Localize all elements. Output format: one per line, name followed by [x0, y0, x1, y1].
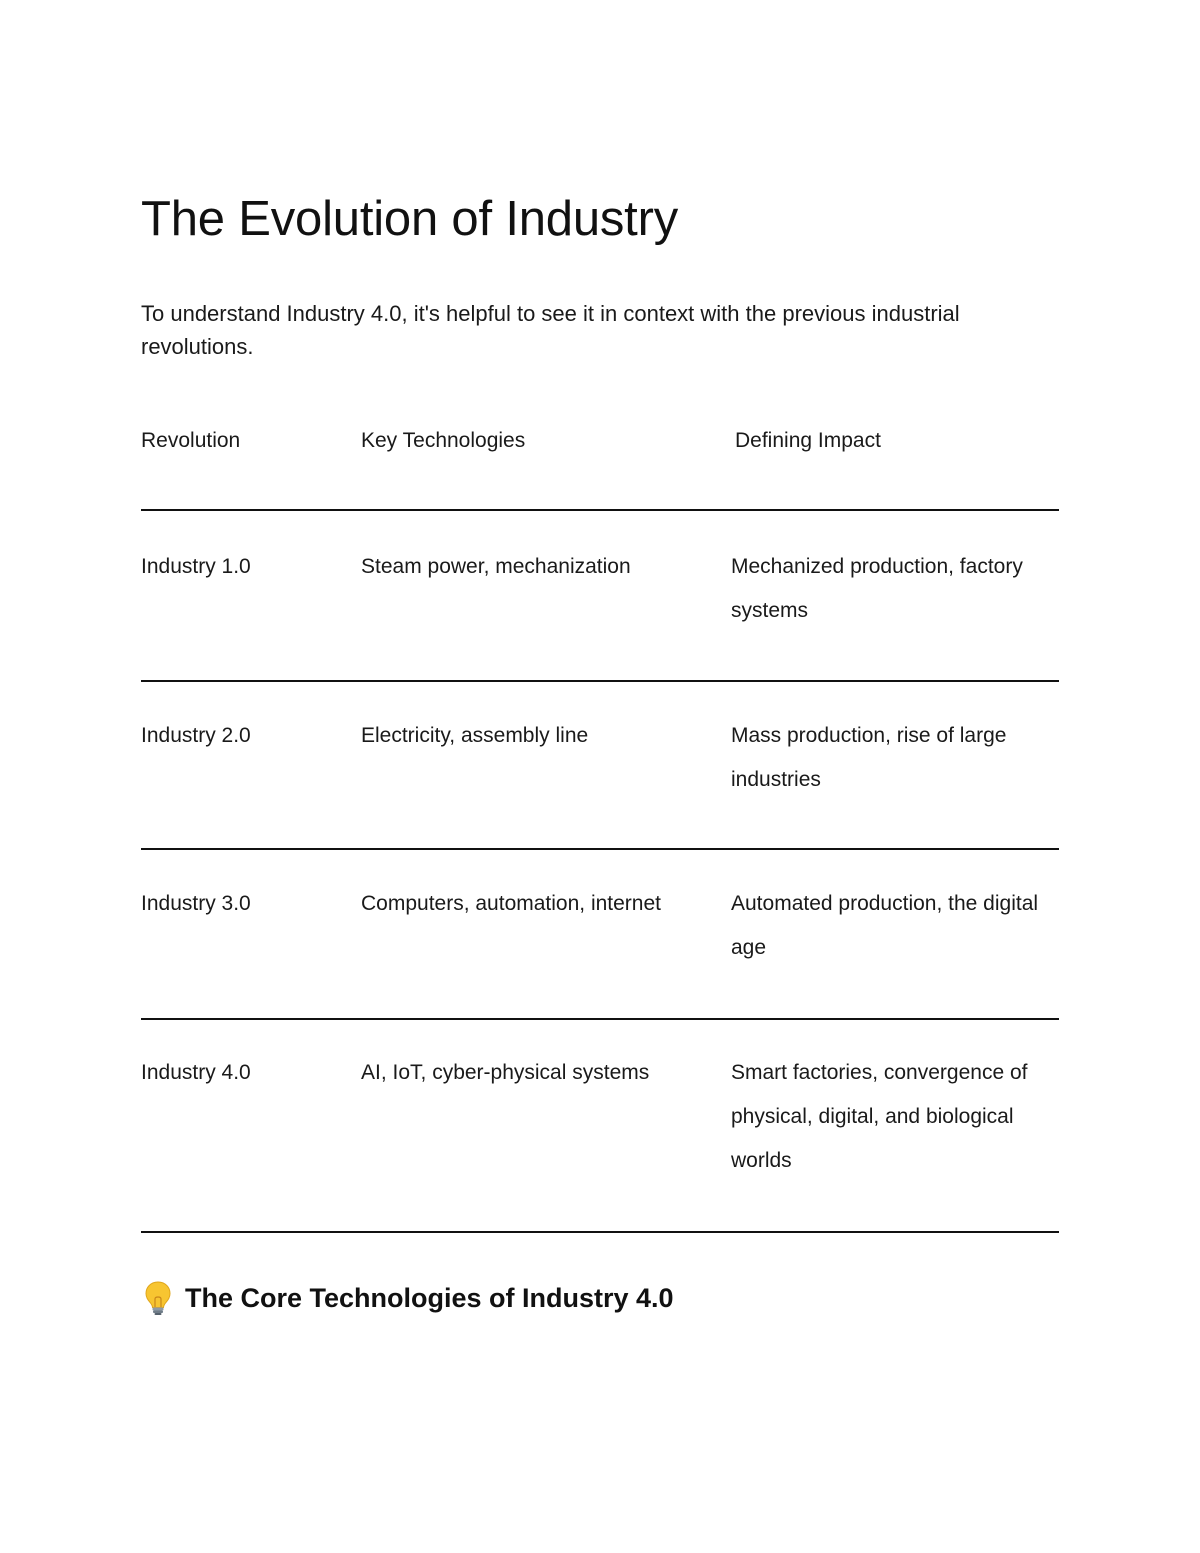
row-2-impact: Mass production, rise of large industries	[731, 724, 1007, 791]
row-4-technologies: AI, IoT, cyber-physical systems	[361, 1061, 650, 1084]
table-divider	[141, 848, 1059, 850]
table-divider	[141, 1018, 1059, 1020]
row-1-revolution: Industry 1.0	[141, 555, 251, 578]
row-2-technologies: Electricity, assembly line	[361, 724, 589, 747]
row-2-revolution: Industry 2.0	[141, 724, 251, 747]
row-4-impact: Smart factories, convergence of physical, digital, and biological worlds	[731, 1061, 1028, 1172]
section-heading-text: The Core Technologies of Industry 4.0	[185, 1283, 674, 1313]
table-header-revolution: Revolution	[141, 429, 241, 452]
page-title: The Evolution of Industry	[141, 192, 679, 246]
table-divider	[141, 680, 1059, 682]
table-header-key-technologies: Key Technologies	[361, 429, 526, 452]
lightbulb-icon	[143, 1280, 173, 1316]
row-3-revolution: Industry 3.0	[141, 892, 251, 915]
table-header-defining-impact: Defining Impact	[735, 429, 881, 452]
section-heading	[143, 1278, 674, 1318]
row-1-impact: Mechanized production, factory systems	[731, 555, 1023, 622]
table-divider	[141, 509, 1059, 511]
intro-paragraph: To understand Industry 4.0, it's helpful to see it in context with the previous industrial revolutions.	[141, 301, 960, 359]
row-4-revolution: Industry 4.0	[141, 1061, 251, 1084]
row-3-impact: Automated production, the digital age	[731, 892, 1039, 959]
row-3-technologies: Computers, automation, internet	[361, 892, 661, 915]
row-1-technologies: Steam power, mechanization	[361, 555, 631, 578]
table-divider	[141, 1231, 1059, 1233]
